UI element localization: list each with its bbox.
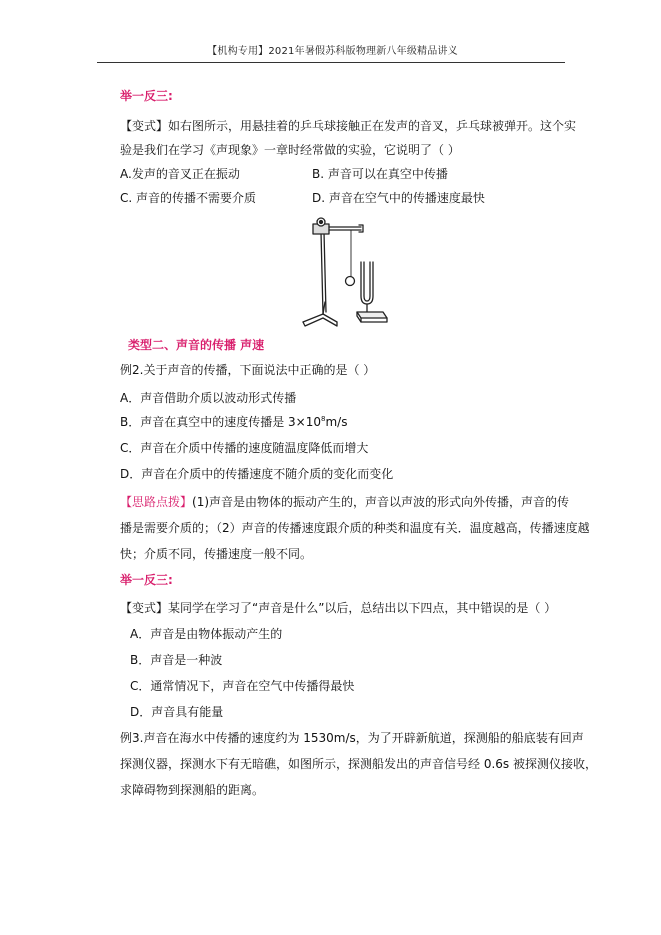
hint-line2: 播是需要介质的；（2）声音的传播速度跟介质的种类和温度有关．温度越高，传播速度越	[120, 521, 590, 535]
page-header: 【机构专用】2021年暑假苏科版物理新八年级精品讲义	[207, 46, 458, 57]
variant-question-1-line1: 【变式】如右图所示，用悬挂着的乒乓球接触正在发声的音叉，乒乓球被弹开。这个实	[120, 119, 577, 133]
section-heading-2: 举一反三:	[120, 573, 173, 587]
example2-question: 例2.关于声音的传播，下面说法中正确的是（ ）	[120, 363, 376, 377]
example2-option-b	[120, 414, 347, 430]
hint-line3: 快；介质不同，传播速度一般不同。	[120, 547, 313, 561]
variant2-option-c: C．通常情况下，声音在空气中传播得最快	[130, 679, 355, 693]
variant2-option-d: D．声音具有能量	[130, 705, 224, 719]
tuning-fork-pendulum-figure	[295, 214, 395, 330]
type2-heading: 类型二、声音的传播 声速	[128, 338, 265, 352]
example3-line2: 探测仪器，探测水下有无暗礁，如图所示，探测船发出的声音信号经 0.6s 被探测仪接收，	[120, 757, 597, 771]
option-a: A.发声的音叉正在振动	[120, 167, 240, 181]
example3-line3: 求障碍物到探测船的距离。	[120, 783, 265, 797]
section-heading-1: 举一反三:	[120, 89, 173, 103]
option-c: C. 声音的传播不需要介质	[120, 191, 257, 205]
variant-question-2: 【变式】某同学在学习了“声音是什么”以后，总结出以下四点，其中错误的是（ ）	[120, 601, 557, 615]
option-d: D. 声音在空气中的传播速度最快	[312, 191, 485, 205]
example3-line1: 例3.声音在海水中传播的速度约为 1530m/s，为了开辟新航道，探测船的船底装有回声	[120, 731, 584, 745]
header-divider	[97, 62, 565, 63]
variant2-option-a: A．声音是由物体振动产生的	[130, 627, 283, 641]
example2-option-b-unit: m/s	[325, 415, 348, 429]
hint-line1	[120, 494, 569, 510]
variant2-option-b: B．声音是一种波	[130, 653, 223, 667]
exponent: 8	[321, 415, 326, 423]
example2-option-a: A．声音借助介质以波动形式传播	[120, 391, 297, 405]
example2-option-d: D．声音在介质中的传播速度不随介质的变化而变化	[120, 467, 394, 481]
hint-label: 【思路点拨】	[120, 495, 193, 509]
variant-question-1-line2: 验是我们在学习《声现象》一章时经常做的实验，它说明了（ ）	[120, 143, 460, 157]
option-b: B. 声音可以在真空中传播	[312, 167, 448, 181]
hint-line1-text: (1)声音是由物体的振动产生的，声音以声波的形式向外传播，声音的传	[192, 495, 570, 509]
example2-option-b-text: B．声音在真空中的速度传播是 3×10	[120, 415, 322, 429]
example2-option-c: C．声音在介质中传播的速度随温度降低而增大	[120, 441, 369, 455]
